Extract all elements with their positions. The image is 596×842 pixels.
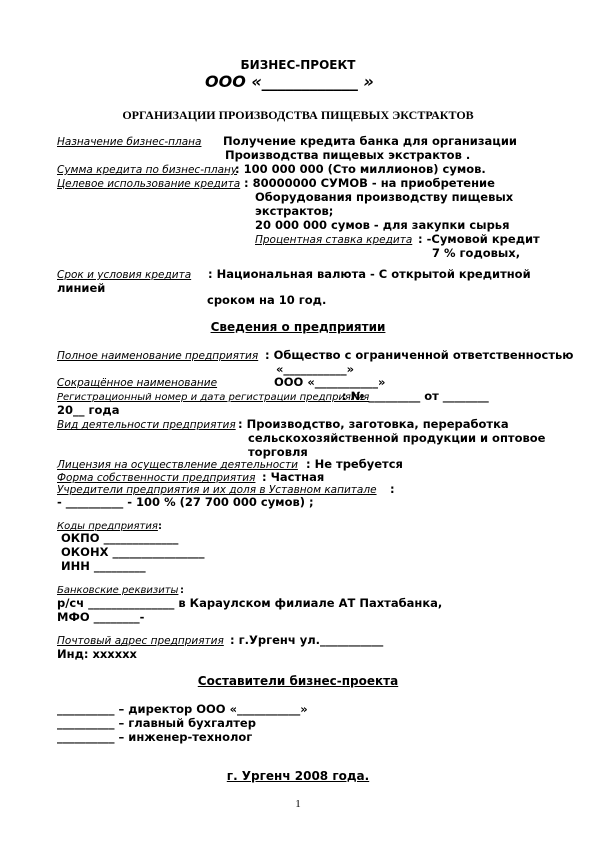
activity-value-2: сельскохозяйственной продукции и оптовое	[248, 431, 546, 445]
bank-label: Банковские реквизиты	[57, 585, 179, 596]
activity-label: Вид деятельности предприятия	[57, 419, 236, 431]
ownership-value: : Частная	[262, 470, 325, 484]
short-name-label: Сокращённое наименование	[57, 377, 218, 389]
enterprise-heading: Сведения о предприятии	[210, 320, 386, 334]
sum-value: : 100 000 000 (Сто миллионов) сумов.	[235, 162, 486, 176]
address-value: : г.Ургенч ул.___________	[230, 633, 384, 647]
company-name: ООО «____________ »	[205, 72, 374, 91]
code-inn: ИНН _________	[61, 559, 146, 573]
document-title: БИЗНЕС-ПРОЕКТ	[240, 58, 356, 72]
bank-mfo: МФО ________-	[57, 610, 145, 624]
page-number: 1	[295, 798, 301, 810]
author-line-2: __________ – главный бухгалтер	[57, 716, 256, 730]
codes-label-colon: :	[158, 521, 162, 532]
place-date: г. Ургенч 2008 года.	[226, 769, 370, 783]
author-line-1: __________ – директор ООО «___________»	[57, 702, 308, 716]
use-value-3: экстрактов;	[255, 204, 334, 218]
codes-label: Коды предприятия	[57, 521, 158, 532]
use-value-1: : 80000000 СУМОВ - на приобретение	[244, 176, 495, 190]
license-label: Лицензия на осуществление деятельности	[57, 459, 298, 471]
activity-value-3: торговля	[248, 445, 308, 459]
purpose-label: Назначение бизнес-плана	[57, 136, 202, 148]
founders-value: - __________ - 100 % (27 700 000 сумов) ;	[57, 495, 314, 509]
bank-account: р/сч _______________ в Караулском филиале АТ Пахтабанка,	[57, 596, 443, 610]
use-value-2: Оборудования производству пищевых	[255, 190, 514, 204]
reg-value-1: : № _________ от ________	[342, 389, 489, 403]
ownership-label: Форма собственности предприятия	[57, 472, 256, 484]
founders-colon: :	[390, 482, 395, 496]
address-label: Почтовый адрес предприятия	[57, 635, 224, 647]
reg-label: Регистрационный номер и дата регистрации предприятия	[57, 392, 370, 403]
full-name-value-1: : Общество с ограниченной ответственностью	[265, 348, 574, 362]
full-name-value-2: «___________»	[276, 362, 355, 376]
full-name-label: Полное наименование предприятия	[57, 350, 259, 362]
license-value: : Не требуется	[306, 457, 403, 471]
code-okpo: ОКПО _____________	[61, 531, 179, 545]
address-index: Инд: хххххх	[57, 647, 137, 661]
rate-label: Процентная ставка кредита	[255, 234, 413, 246]
code-okonh: ОКОНХ ________________	[61, 545, 205, 559]
purpose-value-1: Получение кредита банка для организации	[223, 134, 517, 148]
use-value-4: 20 000 000 сумов - для закупки сырья	[255, 218, 510, 232]
rate-value-2: 7 % годовых,	[432, 246, 521, 260]
term-label: Срок и условия кредита	[57, 269, 192, 281]
term-value-1: : Национальная валюта - С открытой кредитной	[208, 267, 531, 281]
bank-label-colon: :	[180, 585, 184, 596]
purpose-value-2: Производства пищевых экстрактов .	[225, 148, 471, 162]
reg-value-2: 20__ года	[57, 403, 120, 417]
founders-label: Учредители предприятия и их доля в Уставном капитале	[57, 484, 377, 496]
use-label: Целевое использование кредита	[57, 178, 241, 190]
activity-value-1: : Производство, заготовка, переработка	[238, 417, 509, 431]
term-value-2: линией	[57, 281, 106, 295]
sum-label: Сумма кредита по бизнес-плану	[57, 164, 238, 176]
rate-value-1: : -Сумовой кредит	[418, 232, 540, 246]
document-subtitle: ОРГАНИЗАЦИИ ПРОИЗВОДСТВА ПИЩЕВЫХ ЭКСТРАКТОВ	[122, 108, 474, 122]
short-name-value: ООО «___________»	[274, 375, 386, 389]
term-value-3: сроком на 10 год.	[207, 293, 327, 307]
authors-heading: Составители бизнес-проекта	[197, 674, 399, 688]
author-line-3: __________ – инженер-технолог	[57, 730, 253, 744]
